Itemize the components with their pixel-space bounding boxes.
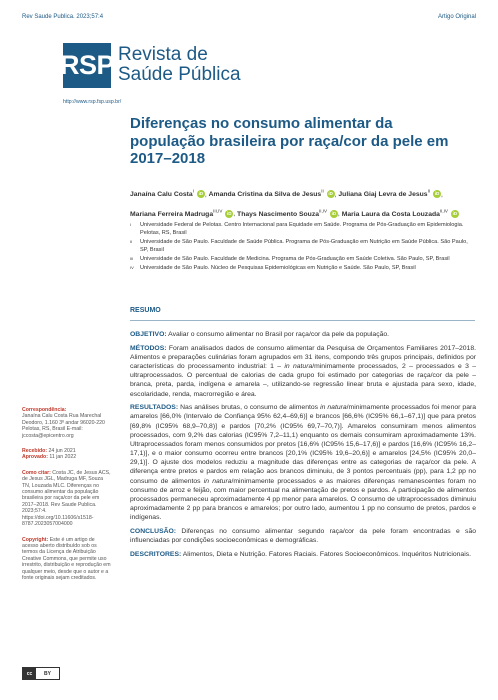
orcid-icon[interactable]: iD: [328, 191, 333, 197]
affiliation-text: Universidade de São Paulo. Núcleo de Pesquisas Epidemiológicas em Nutrição e Saúde. São Paulo, SP, Brasil: [140, 265, 416, 272]
approved-value: 11 jan 2022: [49, 454, 77, 461]
descriptors-label: DESCRITORES:: [130, 550, 182, 558]
affiliation-list: [130, 222, 475, 275]
citation-text: Costa JC, de Jesus ACS, de Jesus JGL, Madruga MF, Souza TN, Louzada MLC. Diferenças no consumo alimentar da população brasileira por raça/cor da pele em 2017–2018. Rev Saude Publica. 2023;57:4. https://doi.org/10.11606/s1518-8787.2023057004000: [22, 469, 111, 528]
affiliation-number: II: [130, 238, 133, 244]
methods-label: MÉTODOS:: [130, 344, 167, 352]
author-affiliation-mark: II: [427, 189, 431, 194]
affiliation-item: [130, 239, 475, 254]
approved-label: Aprovado:: [22, 454, 48, 461]
results-text: Nas análises brutas, o consumo de alimentos: [180, 404, 321, 412]
author-name: Juliana Giaj Levra de Jesus: [338, 191, 428, 199]
methods-text: Foram analisados dados de consumo alimentar da Pesquisa de Orçamentos Familiares 2017–2018. Alimentos e preparações culinárias foram agrupados em 31 itens, compondo três grupos principais, definidos por características do processamento industrial: 1 –: [130, 344, 477, 371]
results-text-cont: /minimamente processados foi menor para amarelos [66,0% (Intervalo de Confiança 95% 62,4–69,6)] e brancos [66,6% (IC95% 66,1–67,1)] que para pretos [69,8% (IC95% 68,9–70,8)] e pardos [70,2% (IC95% 69,7–70,7)]. Amarelos consumiram menos alimentos processados, com 9,2% das calorias (IC95% 7,2–11,1) enquanto os demais consumiram aproximadamente 13%. Ultraprocessados foram menos consumidos por pretos [16,6% (IC95% 15,6–17,6)] e pardos [16,6% (IC95% 16,2–17,1)], e o maior consumo ocorreu entre brancos [20,1% (IC95% 19,6–20,6)] e amarelos [24,5% (IC95% 20,0–29,1)]. O ajuste dos modelos reduziu a magnitude das diferenças entre as categorias de raça/cor da pele. A diferença entre pretos e pardos em relação aos brancos diminuiu, de 3 pontos percentuais (pp), para 1,2 pp no consumo de alimentos: [130, 404, 477, 485]
affiliation-item: [130, 265, 475, 273]
abstract-body: [130, 330, 476, 564]
author-affiliation-mark: III,IV: [213, 208, 223, 214]
received-value: 24 jun 2021: [48, 448, 76, 455]
author-name: Maria Laura da Costa Louzada: [341, 210, 440, 218]
author-affiliation-mark: II,IV: [439, 208, 448, 214]
journal-logo: RSP: [63, 43, 111, 88]
received-label: Recebido:: [22, 448, 48, 455]
approved-date: [22, 454, 112, 460]
orcid-icon[interactable]: iD: [434, 191, 440, 197]
dates-block: [22, 448, 112, 461]
results-label: RESULTADOS:: [130, 404, 179, 412]
affiliation-text: Universidade Federal de Pelotas. Centro Internacional para Equidade em Saúde. Programa de Pós-Graduação em Epidemiologia. Pelotas, RS, Brasil: [140, 222, 464, 236]
journal-name-line1: Revista de: [118, 44, 208, 65]
author: [341, 208, 459, 218]
abstract-objective: [130, 330, 476, 339]
journal-name: [118, 45, 241, 85]
article-title: Diferenças no consumo alimentar da população brasileira por raça/cor da pele em 2017–2018: [130, 115, 449, 168]
author-name: Mariana Ferreira Madruga: [130, 210, 214, 218]
running-head: Rev Saude Publica. 2023;57:4: [22, 14, 104, 20]
author: [209, 191, 335, 198]
article-type: Artigo Original: [437, 14, 476, 20]
author: [338, 191, 441, 198]
conclusion-text: Diferenças no consumo alimentar segundo raça/cor da pele foram encontradas e são influenciadas por condições socioeconômicas e demográficas.: [130, 527, 477, 545]
descriptors-text: Alimentos, Dieta e Nutrição. Fatores Raciais. Fatores Socioeconômicos. Inquéritos Nutricionais.: [182, 550, 471, 558]
article-sidebar: [22, 407, 112, 590]
copyright-text: Este é um artigo de acesso aberto distribuído sob os termos da Licença de Atribuição Creative Commons, que permite uso irrestrito, distribuição e reprodução em qualquer meio, desde que o autor e a fonte originais sejam creditados.: [22, 536, 111, 581]
author: [130, 191, 205, 198]
citation-block: [22, 470, 112, 528]
objective-label: OBJETIVO:: [130, 331, 167, 338]
author-name: Janaína Calu Costa: [130, 191, 193, 199]
affiliation-number: III: [130, 255, 134, 261]
abstract-conclusion: [130, 527, 476, 545]
affiliation-text: Universidade de São Paulo. Faculdade de Saúde Pública. Programa de Pós-Graduação em Nutrição em Saúde Pública. São Paulo, SP, Brasil: [140, 238, 468, 253]
affiliation-item: [130, 222, 475, 237]
conclusion-label: CONCLUSÃO:: [130, 527, 177, 535]
abstract-methods: [130, 344, 476, 399]
affiliation-text: Universidade de São Paulo. Faculdade de Medicina. Programa de Pós-Graduação em Saúde Coletiva. São Paulo, SP, Brasil: [140, 255, 450, 262]
author-name: Amanda Cristina da Silva de Jesus: [208, 191, 322, 199]
abstract-descriptors: [130, 550, 476, 559]
affiliation-number: IV: [130, 265, 134, 271]
author-affiliation-mark: I: [192, 189, 194, 194]
abstract-heading: RESUMO: [130, 307, 161, 314]
creative-commons-badge[interactable]: [22, 667, 60, 680]
results-emphasis: in natura: [203, 477, 232, 485]
copyright-block: [22, 537, 112, 582]
citation-label: Como citar:: [22, 469, 51, 476]
author-name: Thays Nascimento Souza: [237, 210, 320, 218]
methods-text-cont: /minimamente processados, 2 – processados e 3 – ultraprocessados. O percentual de calorias de cada grupo foi estimado por categorias de raça/cor da pele – branca, preta, parda, indígena e amarela –, utilizando-se regressão linear bruta e ajustada para sexo, idade, escolaridade, renda, macrorregião e área.: [130, 363, 476, 398]
results-text-end: /minimamente processados e as maiores diferenças remanescentes foram no consumo de arroz e feijão, com maior percentual na alimentação de pretos e pardos. A participação de alimentos processados permaneceu aproximadamente 4 pp menor para amarelos. O consumo de ultraprocessados diminuiu aproximadamente 2 pp para brancos e amarelos; por outro lado, aumentou 1 pp no consumo de pretos, pardos e indígenas.: [130, 477, 476, 522]
author-affiliation-mark: II: [321, 189, 324, 194]
journal-url-link[interactable]: http://www.rsp.fsp.usp.br/: [63, 99, 122, 105]
cc-icon: cc: [23, 668, 36, 679]
journal-name-line2: Saúde Pública: [118, 64, 241, 85]
abstract-results: [130, 403, 476, 522]
copyright-label: Copyright:: [22, 536, 49, 543]
by-icon: BY: [44, 670, 51, 677]
author-affiliation-mark: II,IV: [319, 208, 328, 214]
affiliation-number: I: [130, 222, 132, 227]
author: [130, 208, 233, 218]
author-list: Janaína Calu Costa$^I$ iD , Amanda Cristina da Silva de Jesus$^{II}$ iD , Juliana Giaj Levra de Jesus$^{II}$ iD , Mariana Ferreira Madruga$^{III,IV}$ iD , Thays Nascimento Souza$^{II,IV}$ iD , Maria Laura da Costa Louzada$^{II,IV}$ iD: [130, 189, 458, 218]
correspondence-block: [22, 407, 112, 439]
methods-emphasis: in natura: [284, 363, 313, 371]
orcid-icon[interactable]: iD: [331, 210, 337, 216]
author: [237, 208, 338, 218]
results-emphasis: in natura: [320, 404, 347, 412]
orcid-icon[interactable]: iD: [227, 210, 232, 216]
correspondence-text: Janaína Calu Costa Rua Marechal Deodoro, 1.160 3º andar 96020-220 Pelotas, RS, Brasil E-mail: jccosta@epicentro.org: [22, 413, 105, 439]
affiliation-item: [130, 256, 475, 264]
correspondence-heading: Correspondência:: [22, 407, 67, 413]
orcid-icon[interactable]: iD: [452, 210, 458, 216]
abstract-divider: [130, 320, 475, 321]
objective-text: Avaliar o consumo alimentar no Brasil por raça/cor da pele da população.: [168, 331, 390, 338]
orcid-icon[interactable]: iD: [198, 191, 204, 197]
